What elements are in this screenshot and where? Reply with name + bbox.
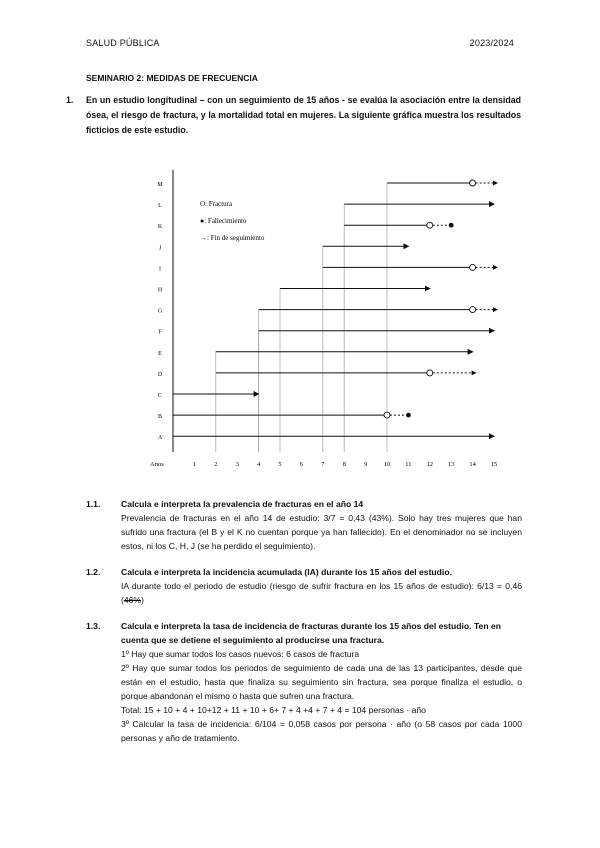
- answer-line: 3º Calcular la tasa de incidencia: 6/104 = 0,058 casos por persona · año (o 58 casos por cada 1000 personas y año de tratamiento.: [121, 719, 522, 743]
- x-tick-label: 13: [447, 461, 455, 468]
- x-tick-label: 12: [426, 461, 434, 468]
- answer-line: Total: 15 + 10 + 4 + 10+12 + 11 + 10 + 6+ 7 + 4 +4 + 7 + 4 = 104 personas · año: [121, 705, 426, 715]
- x-tick-label: 1: [192, 461, 197, 468]
- row-label: L: [158, 203, 162, 210]
- x-axis-label: Anos: [150, 461, 164, 468]
- participant-row-h: [158, 288, 430, 453]
- question-1: [66, 93, 521, 138]
- participant-row-a: [158, 435, 494, 441]
- answer-line: 2º Hay que sumar todos los periodos de seguimiento de cada una de las 13 participantes, desde que están en el estudio, hasta que finaliza su seguimiento sin fractura, sea porque finaliza el estudio, o porque abandonan el mismo o hasta que sufren una fractura.: [121, 663, 522, 701]
- row-label: D: [157, 371, 163, 378]
- section-title: SEMINARIO 2: MEDIDAS DE FRECUENCIA: [86, 73, 258, 83]
- header-right: 2023/2024: [469, 38, 514, 48]
- timeline-chart: [140, 160, 510, 475]
- death-icon: [449, 223, 454, 228]
- x-tick-label: 4: [256, 461, 261, 468]
- legend-entry: O: Fractura: [200, 200, 233, 208]
- participant-row-d: [158, 370, 477, 452]
- subquestion-title: Calcula e interpreta la prevalencia de fracturas en el año 14: [121, 499, 364, 509]
- row-label: F: [158, 329, 162, 336]
- subquestion-answer: [121, 647, 522, 745]
- row-label: C: [157, 393, 163, 399]
- x-tick-label: 15: [490, 461, 498, 468]
- x-tick-label: 9: [363, 461, 368, 468]
- row-label: G: [157, 308, 163, 315]
- death-icon: [406, 413, 411, 418]
- end-arrow-icon: [472, 370, 477, 375]
- x-tick-label: 3: [235, 461, 239, 468]
- answer-end: ): [141, 595, 144, 605]
- subquestion-1-2: [86, 565, 522, 607]
- row-label: E: [158, 350, 162, 357]
- participant-row-f: [158, 330, 494, 452]
- participant-row-i: [159, 264, 498, 452]
- x-tick-label: 10: [383, 461, 391, 468]
- end-arrow-icon: [493, 265, 498, 270]
- row-label: K: [157, 224, 163, 231]
- participant-row-g: [158, 307, 498, 452]
- x-tick-label: 7: [321, 461, 325, 468]
- subquestion-title: Calcula e interpreta la tasa de incidencia de fracturas durante los 15 años del estudio. Ten en cuenta que se detiene el seguimiento al producirse una fractura.: [121, 621, 501, 645]
- row-label: A: [157, 435, 163, 442]
- subquestion-title: Calcula e interpreta la incidencia acumulada (IA) durante los 15 años del estudio.: [121, 567, 452, 577]
- subquestion-number: 1.1.: [86, 499, 101, 509]
- subquestion-answer: [121, 579, 522, 607]
- fracture-icon: [470, 180, 476, 186]
- x-tick-label: 14: [469, 461, 476, 468]
- row-label: B: [157, 414, 163, 421]
- x-tick-label: 11: [405, 461, 412, 468]
- row-label: M: [157, 182, 163, 188]
- fracture-icon: [427, 222, 433, 228]
- subquestion-1-3: [86, 619, 522, 745]
- subquestion-answer: Prevalencia de fracturas en el año 14 de estudio: 3/7 = 0,43 (43%). Solo hay tres mujeres que han sufrido una fractura (el B y el K no cuentan porque ya han fallecido). En el denominador no se incluyen estos, ni los C, H, J (se ha perdido el seguimiento).: [121, 513, 522, 551]
- participant-row-e: [158, 351, 472, 452]
- fracture-icon: [470, 307, 476, 313]
- legend-entry: →: Fin de seguimiento: [200, 234, 265, 242]
- row-label: I: [159, 266, 161, 273]
- answer-main: IA durante todo el periodo de estudio (riesgo de sufrir fractura en los 15 años de estudio): 6/13 = 0,46 (: [121, 581, 522, 605]
- legend-entry: ●: Fallecimiento: [200, 217, 247, 225]
- header-left: SALUD PÚBLICA: [86, 38, 160, 48]
- row-label: H: [157, 287, 163, 294]
- participant-row-b: [158, 412, 411, 420]
- subquestion-1-1: [86, 497, 522, 553]
- participant-row-j: [159, 245, 409, 452]
- fracture-icon: [427, 370, 433, 376]
- question-number: 1.: [66, 95, 74, 105]
- x-tick-label: 5: [278, 461, 282, 468]
- subquestion-number: 1.2.: [86, 567, 101, 577]
- row-label: J: [158, 245, 162, 252]
- x-tick-label: 6: [299, 461, 304, 468]
- question-text: En un estudio longitudinal – con un seguimiento de 15 años - se evalúa la asociación entre la densidad ósea, el riesgo de fractura, y la mortalidad total en mujeres. La siguiente gráfica muestra los resultados ficticios de este estudio.: [86, 95, 521, 135]
- x-tick-label: 2: [214, 461, 218, 468]
- participant-row-k: [158, 222, 454, 452]
- fracture-icon: [384, 412, 390, 418]
- end-arrow-icon: [493, 307, 498, 312]
- x-tick-label: 8: [342, 461, 346, 468]
- fracture-icon: [470, 264, 476, 270]
- answer-strike: 46%: [123, 595, 142, 605]
- answer-line: 1º Hay que sumar todos los casos nuevos: 6 casos de fractura: [121, 649, 360, 659]
- subquestion-number: 1.3.: [86, 621, 101, 631]
- end-arrow-icon: [493, 181, 498, 186]
